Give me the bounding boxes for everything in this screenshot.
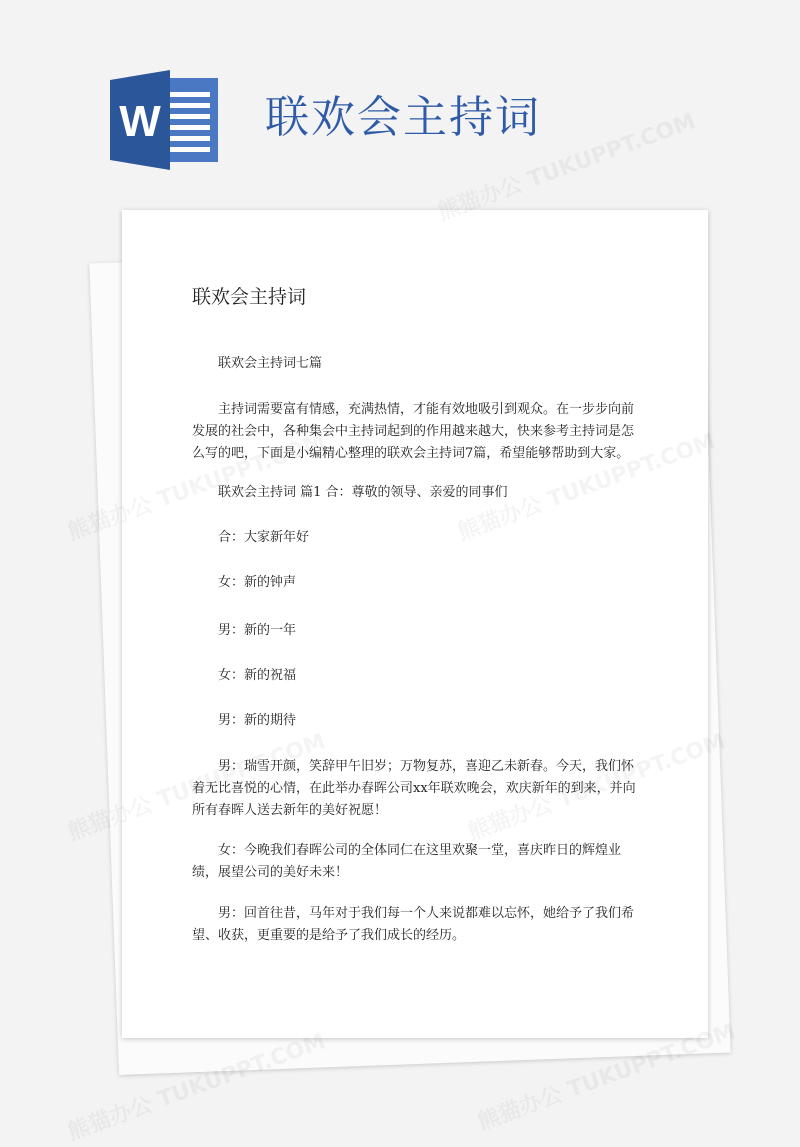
document-paragraph: 联欢会主持词 篇1 合：尊敬的领导、亲爱的同事们 (218, 485, 508, 500)
document-title: 联欢会主持词 (192, 286, 307, 308)
header-banner (0, 0, 800, 190)
header-title: 联欢会主持词 (265, 92, 541, 143)
word-document-icon (110, 70, 222, 170)
document-paragraph: 男：瑞雪开颜，笑辞甲午旧岁；万物复苏，喜迎乙未新春。今天，我们怀着无比喜悦的心情，在此举办春晖公司xx年联欢晚会，欢庆新年的到来，并向所有春晖人送去新年的美好祝愿！ (192, 759, 636, 818)
document-paragraph: 男：新的一年 (218, 623, 297, 638)
document-paragraph: 女：新的祝福 (218, 668, 297, 683)
document-paragraph: 女：今晚我们春晖公司的全体同仁在这里欢聚一堂，喜庆昨日的辉煌业绩，展望公司的美好未来！ (192, 843, 622, 880)
document-paragraph: 合：大家新年好 (218, 530, 310, 545)
document-paragraph: 女：新的钟声 (218, 575, 297, 590)
document-paragraph: 男：新的期待 (218, 713, 297, 728)
document-subtitle: 联欢会主持词七篇 (218, 356, 323, 371)
document-paragraph: 主持词需要富有情感，充满热情，才能有效地吸引到观众。在一步步向前发展的社会中，各种集会中主持词起到的作用越来越大，快来参考主持词是怎么写的吧，下面是小编精心整理的联欢会主持词7篇，希望能够帮助到大家。 (192, 402, 635, 461)
logo-letter: W (119, 97, 161, 146)
document-paragraph: 男：回首往昔，马年对于我们每一个人来说都难以忘怀，她给予了我们希望、收获，更重要的是给予了我们成长的经历。 (192, 906, 635, 943)
